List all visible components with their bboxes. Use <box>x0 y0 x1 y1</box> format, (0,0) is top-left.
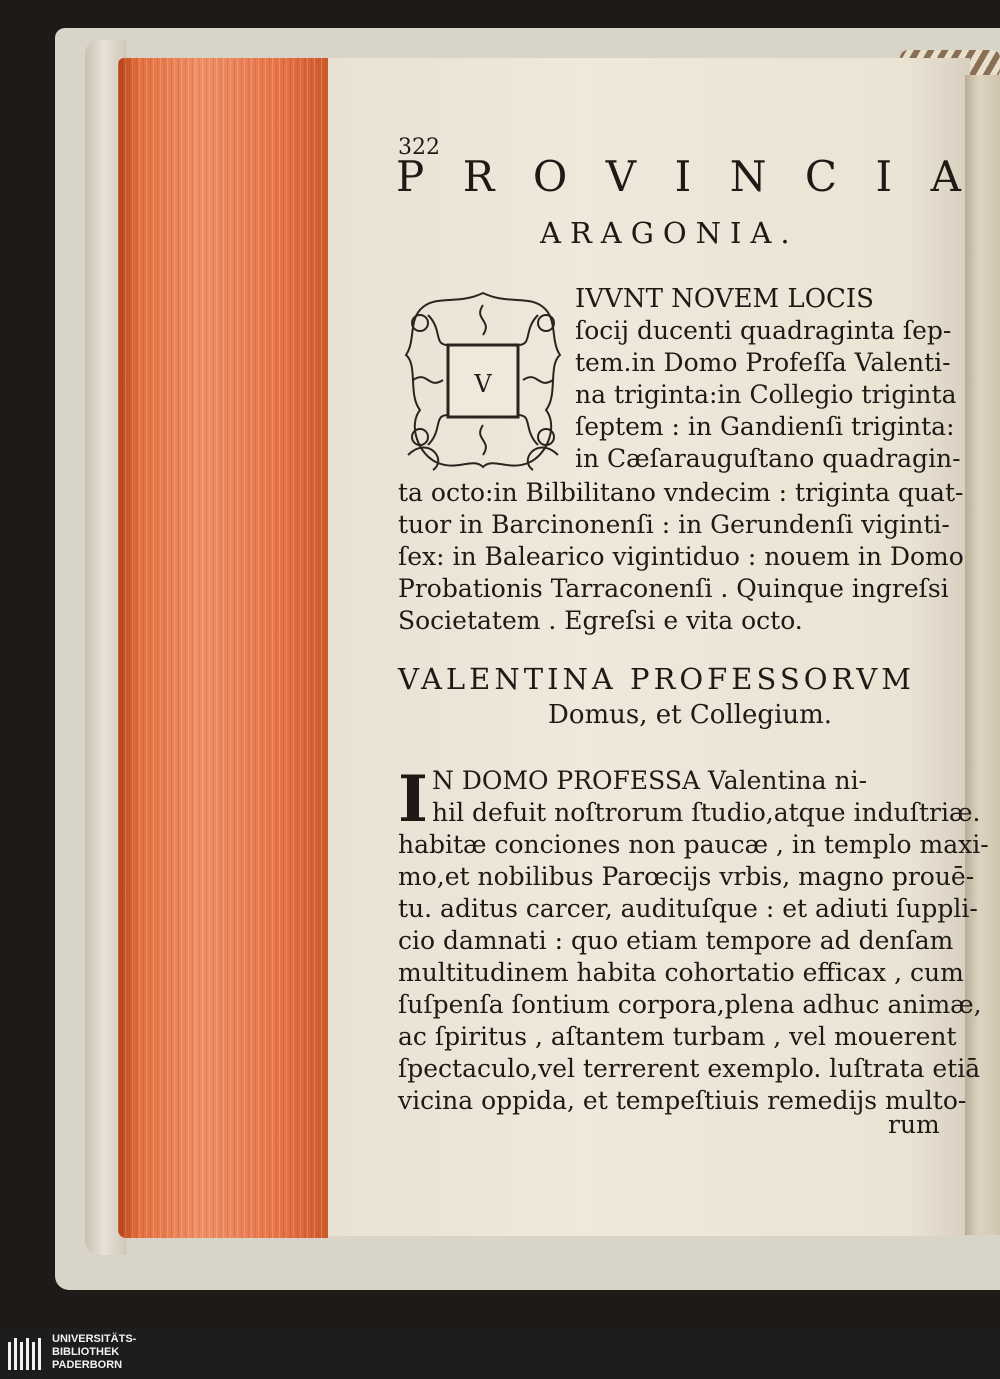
paragraph-line: hil defuit noſtrorum ſtudio,atque induſtriæ. <box>432 798 981 827</box>
section-subheading: Domus, et Collegium. <box>548 700 833 730</box>
paragraph-line: N DOMO PROFESSA Valentina ni- <box>432 766 868 795</box>
paragraph-line: mo,et nobilibus Parœcijs vrbis, magno prouē- <box>398 862 975 891</box>
red-page-edges <box>118 58 328 1238</box>
title-letter: C <box>804 152 838 201</box>
paragraph-line: ſeptem : in Gandienſi triginta: <box>575 412 955 441</box>
paragraph-line: IVVNT NOVEM LOCIS <box>575 284 874 314</box>
title-letter: V <box>605 152 637 201</box>
decorated-initial-letter: V <box>474 370 492 398</box>
library-name-line2: BIBLIOTHEK <box>52 1346 120 1358</box>
title-letter: R <box>462 152 495 201</box>
paragraph-line: habitæ conciones non paucæ , in templo maxi- <box>398 830 989 859</box>
paragraph-line: vicina oppida, et tempeſtiuis remedijs multo- <box>398 1086 967 1115</box>
initial-letter: I <box>398 762 428 837</box>
library-name <box>52 1333 136 1372</box>
title-letter: I <box>875 152 893 201</box>
paragraph-line: Probationis Tarraconenſi . Quinque ingreſsi <box>398 574 949 603</box>
library-footer <box>0 1328 1000 1379</box>
title-letter: O <box>532 152 568 201</box>
title-letter: N <box>729 152 767 201</box>
paragraph-line: ſpectaculo,vel terrerent exemplo. luſtrata etiā <box>398 1054 981 1083</box>
paragraph-line: Societatem . Egreſsi e vita octo. <box>398 606 803 635</box>
page-subtitle: ARAGONIA. <box>540 216 799 250</box>
paragraph-line: na triginta:in Collegio triginta <box>575 380 957 409</box>
page-number: 322 <box>398 135 440 160</box>
paragraph-line: ta octo:in Bilbilitano vndecim : triginta quat- <box>398 478 964 507</box>
decorated-initial <box>398 285 568 475</box>
library-logo-icon <box>8 1336 44 1372</box>
title-letter: P <box>396 152 425 201</box>
paragraph-line: tuor in Barcinonenſi : in Gerundenſi viginti- <box>398 510 950 539</box>
paragraph-line: multitudinem habita cohortatio efficax , cum <box>398 958 964 987</box>
title-letter: I <box>674 152 692 201</box>
page-title <box>396 152 961 201</box>
paragraph-line: in Cæſarauguſtano quadragin- <box>575 444 961 473</box>
paragraph-line: ſocij ducenti quadraginta ſep- <box>575 316 952 345</box>
library-name-line3: PADERBORN <box>52 1359 123 1371</box>
paragraph-line: ſuſpenſa ſontium corpora,plena adhuc animæ, <box>398 990 982 1019</box>
paragraph-line: tem.in Domo Profeſſa Valenti- <box>575 348 951 377</box>
paragraph-line: ac ſpiritus , aſtantem turbam , vel mouerent <box>398 1022 957 1051</box>
paragraph-line: cio damnati : quo etiam tempore ad denſam <box>398 926 954 955</box>
section-heading: VALENTINA PROFESSORVM <box>398 662 915 696</box>
paragraph-line: ſex: in Balearico vigintiduo : nouem in Domo <box>398 542 964 571</box>
library-name-line1: UNIVERSITÄTS- <box>52 1333 137 1345</box>
catchword: rum <box>888 1110 940 1139</box>
title-letter: A <box>930 152 961 201</box>
paragraph-line: tu. aditus carcer, audituſque : et adiuti ſuppli- <box>398 894 978 923</box>
